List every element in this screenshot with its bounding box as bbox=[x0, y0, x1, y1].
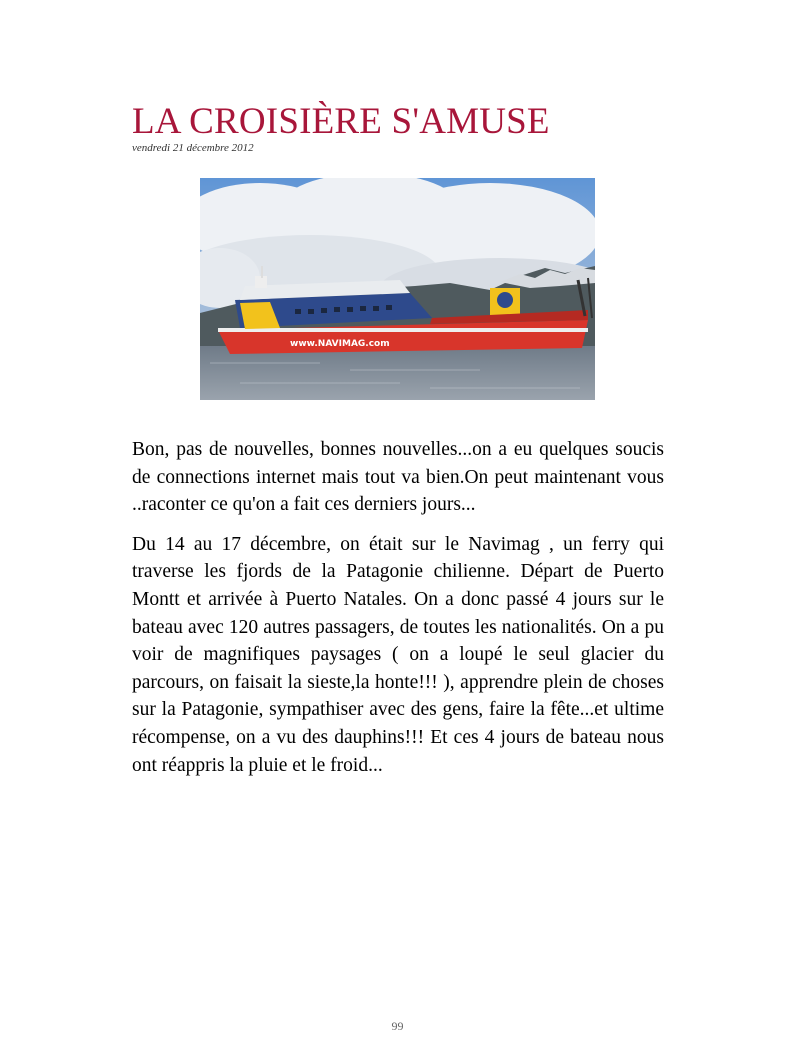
post-title: LA CROISIÈRE S'AMUSE bbox=[132, 101, 550, 142]
hull-text: www.NAVIMAG.com bbox=[290, 339, 390, 349]
page-number: 99 bbox=[391, 1019, 404, 1033]
ferry-photo bbox=[200, 178, 595, 400]
water bbox=[200, 346, 595, 400]
paragraph-2: Du 14 au 17 décembre, on était sur le Navimag , un ferry qui traverse les fjords de la Patagonie chilienne. Départ de Puerto Montt et arrivée à Puerto Natales. On a donc passé 4 jours sur le bateau avec 120 autres passagers, de toutes les nationalités. On a pu voir de magnifiques paysages ( on a loupé le seul glacier du parcours, on faisait la sieste,la honte!!! ), apprendre plein de choses sur la Patagonie, sympathiser avec des gens, faire la fête...et ultime récompense, on a vu des dauphins!!! Et ces 4 jours de bateau nous ont réappris la pluie et le froid... bbox=[132, 533, 664, 776]
article-body bbox=[132, 436, 664, 791]
post-date: vendredi 21 décembre 2012 bbox=[132, 142, 254, 154]
paragraph-1: Bon, pas de nouvelles, bonnes nouvelles...on a eu quelques soucis de connections internet mais tout va bien.On peut maintenant vous ..raconter ce qu'on a fait ces derniers jours... bbox=[132, 439, 664, 516]
